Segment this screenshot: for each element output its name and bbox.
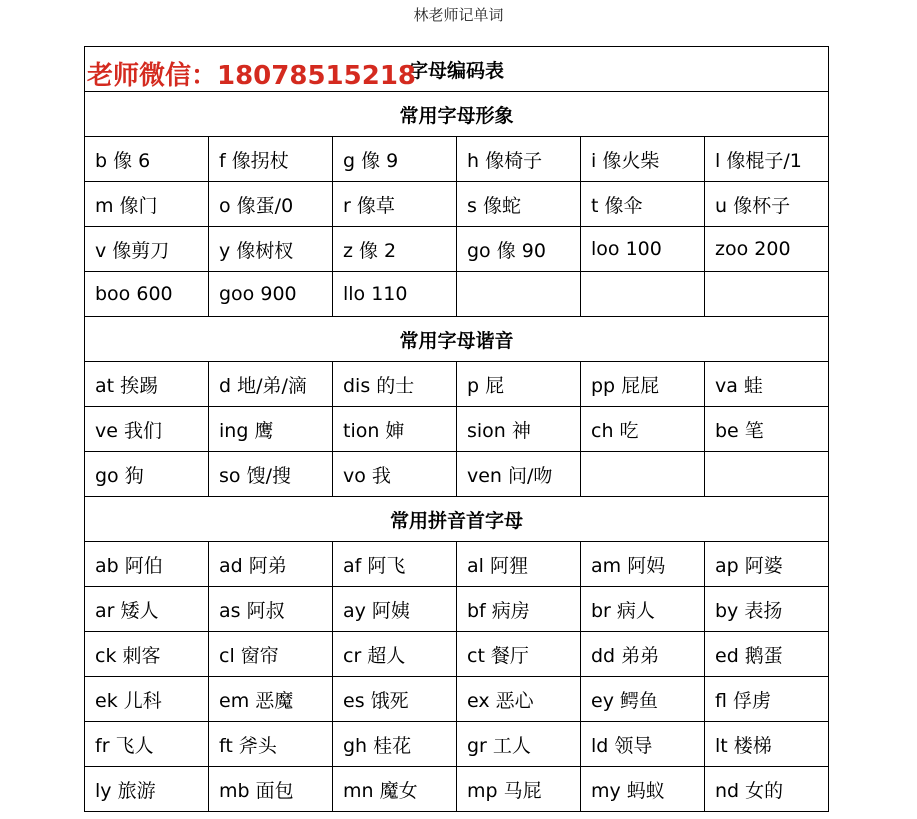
table-cell: s 像蛇	[457, 182, 581, 227]
table-cell: b 像 6	[85, 137, 209, 182]
table-title-cell	[85, 47, 829, 92]
table-cell: m 像门	[85, 182, 209, 227]
table-row	[85, 182, 829, 227]
table-cell: t 像伞	[581, 182, 705, 227]
table-row	[85, 767, 829, 812]
table-cell: as 阿叔	[209, 587, 333, 632]
table-cell: f 像拐杖	[209, 137, 333, 182]
table-cell: af 阿飞	[333, 542, 457, 587]
table-cell: mn 魔女	[333, 767, 457, 812]
letter-code-sheet	[84, 46, 828, 812]
table-cell: fr 飞人	[85, 722, 209, 767]
section-header-row	[85, 317, 829, 362]
table-cell: pp 屁屁	[581, 362, 705, 407]
table-row	[85, 632, 829, 677]
table-cell: i 像火柴	[581, 137, 705, 182]
table-cell: nd 女的	[705, 767, 829, 812]
table-cell: ey 鳄鱼	[581, 677, 705, 722]
table-cell: ch 吃	[581, 407, 705, 452]
table-cell: ve 我们	[85, 407, 209, 452]
table-cell: ct 餐厅	[457, 632, 581, 677]
table-cell: va 蛙	[705, 362, 829, 407]
table-cell: gr 工人	[457, 722, 581, 767]
table-cell: cr 超人	[333, 632, 457, 677]
table-cell: ad 阿弟	[209, 542, 333, 587]
table-cell: zoo 200	[705, 227, 829, 272]
table-cell: mp 马屁	[457, 767, 581, 812]
table-cell: ld 领导	[581, 722, 705, 767]
table-row	[85, 587, 829, 632]
table-cell: p 屁	[457, 362, 581, 407]
table-cell: ft 斧头	[209, 722, 333, 767]
table-cell: dd 弟弟	[581, 632, 705, 677]
table-cell: es 饿死	[333, 677, 457, 722]
table-cell: ex 恶心	[457, 677, 581, 722]
table-cell: l 像棍子/1	[705, 137, 829, 182]
page-header: 林老师记单词	[413, 6, 504, 24]
table-cell: lt 楼梯	[705, 722, 829, 767]
table-cell: by 表扬	[705, 587, 829, 632]
table-cell: dis 的士	[333, 362, 457, 407]
table-cell: g 像 9	[333, 137, 457, 182]
table-cell: ly 旅游	[85, 767, 209, 812]
table-cell: gh 桂花	[333, 722, 457, 767]
table-cell: u 像杯子	[705, 182, 829, 227]
table-cell: h 像椅子	[457, 137, 581, 182]
table-row	[85, 272, 829, 317]
table-cell: ed 鹅蛋	[705, 632, 829, 677]
letter-code-table	[84, 46, 829, 812]
wechat-contact: 老师微信：18078515218	[87, 61, 416, 91]
table-row	[85, 677, 829, 722]
table-row	[85, 542, 829, 587]
table-cell: ing 鹰	[209, 407, 333, 452]
table-cell: cl 窗帘	[209, 632, 333, 677]
table-cell: go 像 90	[457, 227, 581, 272]
table-cell: ab 阿伯	[85, 542, 209, 587]
table-row	[85, 407, 829, 452]
table-cell: ck 刺客	[85, 632, 209, 677]
table-cell: fl 俘虏	[705, 677, 829, 722]
table-cell: so 馊/搜	[209, 452, 333, 497]
table-cell: go 狗	[85, 452, 209, 497]
table-cell: ek 儿科	[85, 677, 209, 722]
table-cell: d 地/弟/滴	[209, 362, 333, 407]
table-cell: em 恶魔	[209, 677, 333, 722]
table-row	[85, 137, 829, 182]
table-cell: llo 110	[333, 272, 457, 317]
table-cell: goo 900	[209, 272, 333, 317]
table-cell	[457, 272, 581, 317]
table-row	[85, 452, 829, 497]
table-cell: bf 病房	[457, 587, 581, 632]
table-cell: my 蚂蚁	[581, 767, 705, 812]
table-cell: loo 100	[581, 227, 705, 272]
table-cell: r 像草	[333, 182, 457, 227]
table-cell: boo 600	[85, 272, 209, 317]
table-cell: ar 矮人	[85, 587, 209, 632]
section-title: 常用拼音首字母	[85, 497, 829, 542]
section-title: 常用字母形象	[85, 92, 829, 137]
table-cell: ven 问/吻	[457, 452, 581, 497]
table-title-row	[85, 47, 829, 92]
table-cell: tion 婶	[333, 407, 457, 452]
table-title: 字母编码表	[409, 59, 505, 82]
table-cell: v 像剪刀	[85, 227, 209, 272]
table-cell	[581, 452, 705, 497]
table-cell: br 病人	[581, 587, 705, 632]
table-row	[85, 722, 829, 767]
section-header-row	[85, 92, 829, 137]
table-cell	[705, 272, 829, 317]
table-cell: o 像蛋/0	[209, 182, 333, 227]
table-cell	[581, 272, 705, 317]
table-cell	[705, 452, 829, 497]
table-row	[85, 227, 829, 272]
table-cell: y 像树杈	[209, 227, 333, 272]
table-cell: at 挨踢	[85, 362, 209, 407]
table-cell: z 像 2	[333, 227, 457, 272]
table-cell: mb 面包	[209, 767, 333, 812]
table-cell: be 笔	[705, 407, 829, 452]
table-cell: am 阿妈	[581, 542, 705, 587]
table-cell: al 阿狸	[457, 542, 581, 587]
section-title: 常用字母谐音	[85, 317, 829, 362]
table-cell: vo 我	[333, 452, 457, 497]
table-cell: ap 阿婆	[705, 542, 829, 587]
table-cell: sion 神	[457, 407, 581, 452]
section-header-row	[85, 497, 829, 542]
table-row	[85, 362, 829, 407]
table-cell: ay 阿姨	[333, 587, 457, 632]
